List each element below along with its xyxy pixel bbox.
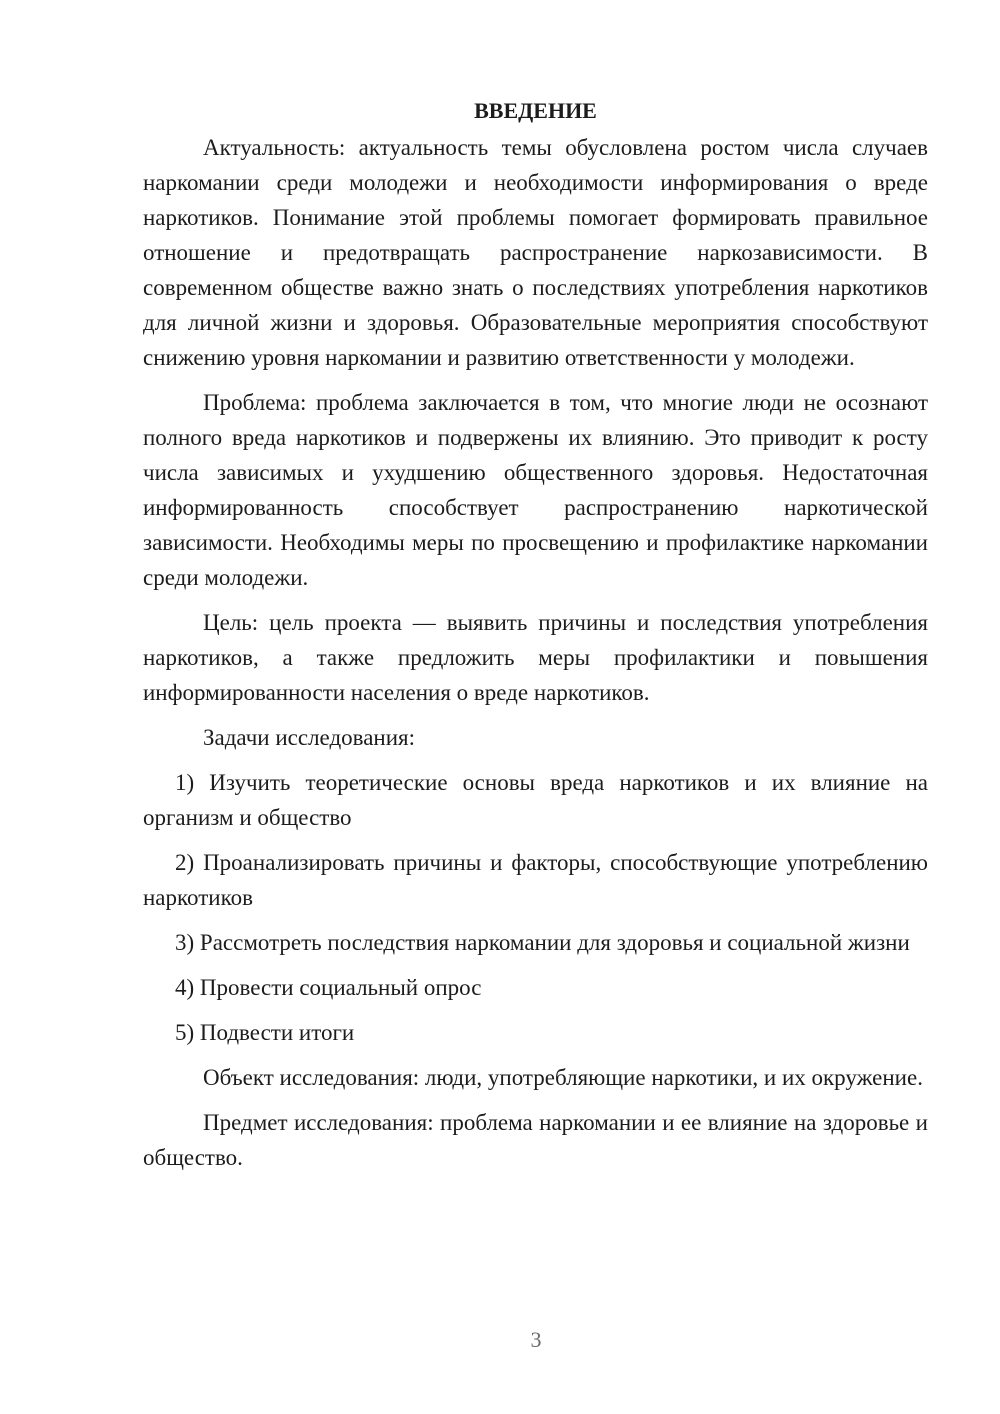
task-item-3: 3) Рассмотреть последствия наркомании для здоровья и социальной жизни <box>175 930 910 955</box>
page-number: 3 <box>530 1327 542 1352</box>
page-title: ВВЕДЕНИЕ <box>474 98 597 123</box>
subject-paragraph: Предмет исследования: проблема наркомании и ее влияние на здоровье и общество. <box>143 1110 928 1170</box>
tasks-heading: Задачи исследования: <box>203 725 416 750</box>
problem-paragraph: Проблема: проблема заключается в том, что многие люди не осознают полного вреда наркотиков и подвержены их влиянию. Это приводит к росту числа зависимых и ухудшению общественного здоровья. Недостаточная информированность способствует распространению наркотической зависимости. Необходимы меры по просвещению и профилактике наркомании среди молодежи. <box>143 390 928 590</box>
relevance-paragraph: Актуальность: актуальность темы обусловлена ростом числа случаев наркомании среди молодежи и необходимости информирования о вреде наркотиков. Понимание этой проблемы помогает формировать правильное отношение и предотвращать распространение наркозависимости. В современном обществе важно знать о последствиях употребления наркотиков для личной жизни и здоровья. Образовательные мероприятия способствуют снижению уровня наркомании и развитию ответственности у молодежи. <box>143 135 928 370</box>
task-item-2: 2) Проанализировать причины и факторы, способствующие употреблению наркотиков <box>143 850 928 910</box>
page-content <box>143 93 928 1185</box>
goal-paragraph: Цель: цель проекта — выявить причины и последствия употребления наркотиков, а также предложить меры профилактики и повышения информированности населения о вреде наркотиков. <box>143 610 928 705</box>
task-item-1: 1) Изучить теоретические основы вреда наркотиков и их влияние на организм и общество <box>143 770 928 830</box>
task-item-4: 4) Провести социальный опрос <box>175 975 482 1000</box>
object-paragraph: Объект исследования: люди, употребляющие наркотики, и их окружение. <box>203 1065 923 1090</box>
task-item-5: 5) Подвести итоги <box>175 1020 355 1045</box>
